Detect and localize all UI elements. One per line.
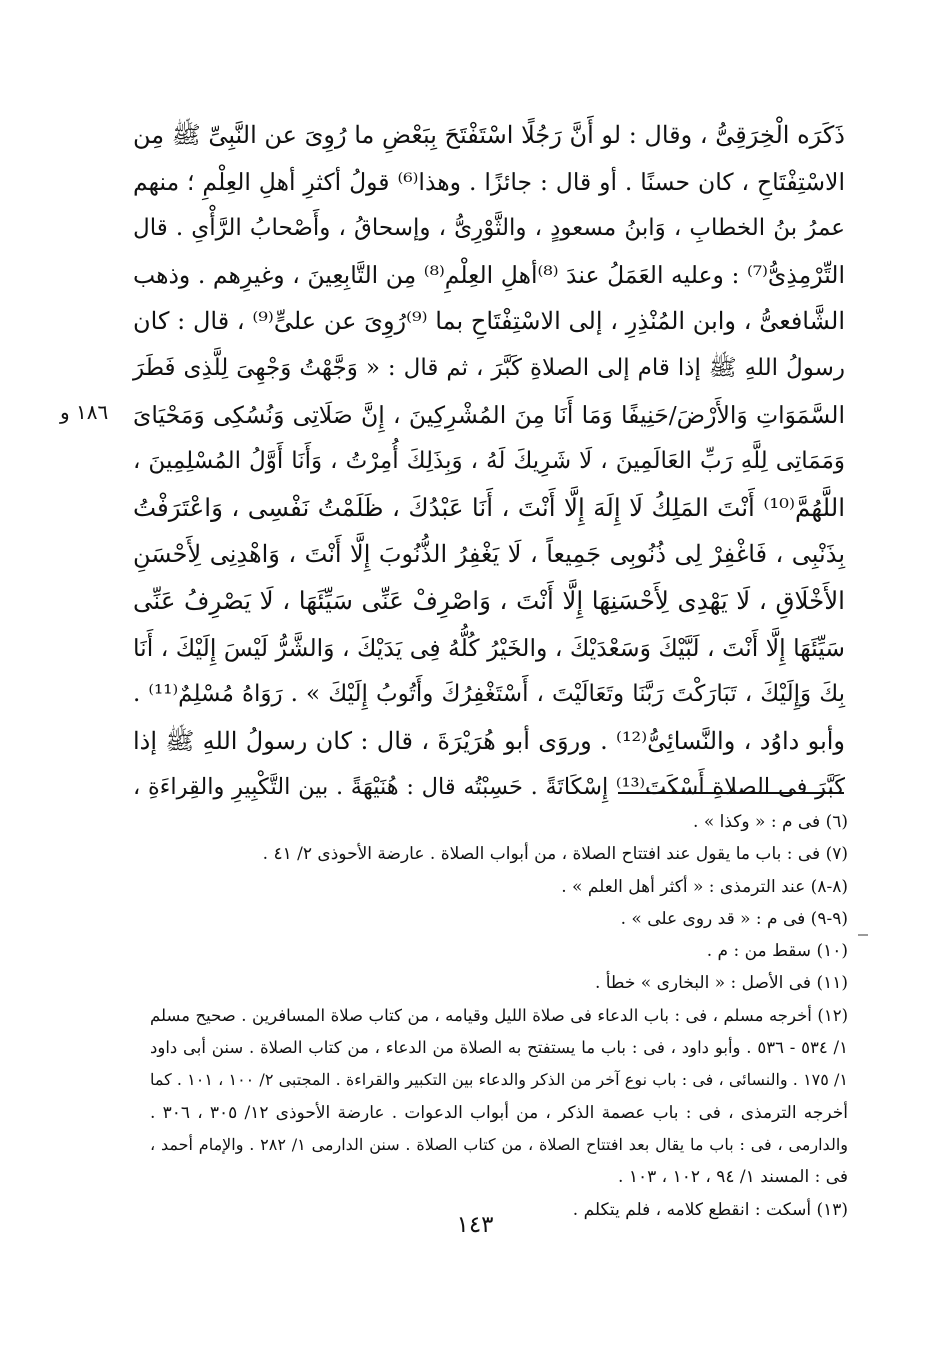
text-line: رسولُ اللهِ ﷺ إذا قام إلى الصلاةِ كَبَّرَ ، ثم قال : « وَجَّهْتُ وَجْهِىَ لِلَّذِى فَطَرَ bbox=[133, 354, 845, 381]
footnote-line: (٧) فى : باب ما يقول عند افتتاح الصلاة ، من أبواب الصلاة . عارضة الأحوذى ٢/ ٤١ . bbox=[262, 844, 848, 865]
text-line: الأَخْلَاقِ ، لَا يَهْدِى لِأَحْسَنِهَا إِلَّا أَنْتَ ، وَاصْرِفْ عَنِّى سَيِّئَهَا ، لَا يَصْرِفُ عَنِّى bbox=[133, 585, 845, 615]
main-text-block bbox=[133, 112, 845, 811]
footnote-line: والدارمى ، فى : باب ما يقال بعد افتتاح الصلاة ، من كتاب الصلاة . سنن الدارمى ١/ ٢٨٢ . والإمام أحمد ، bbox=[150, 1134, 848, 1154]
footnote-line: (١٠) سقط من : م . bbox=[706, 941, 848, 962]
text-line: بِكَ وَإِلَيْكَ ، تَبَارَكْتَ رَبَّنَا وتَعَالَيْتَ ، أَسْتَغْفِرُكَ وأَتُوبُ إِلَيْكَ » . رَوَاهُ مُسْلِمٌ⁽¹¹⁾ . bbox=[133, 681, 845, 708]
text-line: وأبو داوُد ، والنَّسائِىُّ⁽¹²⁾ . وروَى أبو هُرَيْرَةَ ، قال : كان رسولُ اللهِ ﷺ إذا bbox=[133, 726, 846, 755]
scan-speck bbox=[858, 934, 868, 936]
text-line: سَيِّئَهَا إِلَّا أَنْتَ ، لَبَّيْكَ وَسَعْدَيْكَ ، والخَيْرُ كُلُّهُ فِى يَدَيْكَ ، وَالشَّرُّ لَيْسَ إِلَيْكَ ، أَنَا bbox=[133, 633, 845, 662]
footnote-line: ١/ ١٧٥ . والنسائى ، فى : باب نوع آخر من الذكر والدعاء بين التكبير والقراءة . المجتبى ٢/ ١٠٠ ، ١٠١ . كما bbox=[150, 1070, 849, 1090]
footnote-line: (٩-٩) فى م : « قد روى على » . bbox=[620, 908, 848, 929]
text-line: ذَكَرَه الْخِرَقِىُّ ، وقال : لو أَنَّ رَجُلًا اسْتَفْتَحَ بِبَعْضِ ما رُوِىَ عن النَّبِىِّ ﷺ مِن bbox=[132, 121, 845, 149]
page-number: ١٤٣ bbox=[456, 1212, 494, 1238]
footnote-line: (١١) فى الأصل : « البخارى » خطأ . bbox=[594, 973, 848, 994]
text-line: بِذَنْبِى ، فَاغْفِرْ لِى ذُنُوبِى جَمِيعاً ، لَا يَغْفِرُ الذُّنُوبَ إِلَّا أَنْتَ ، وَاهْدِنِى لِأَحْسَنِ bbox=[133, 540, 845, 569]
footnotes-block bbox=[150, 806, 848, 1226]
text-line: الشَّافعىُّ ، وابن المُنْذِرِ ، إلى الاسْتِفْتَاحِ بما ⁽⁹⁾رُوِىَ عن علىٍّ⁽⁹⁾ ، قال : كان bbox=[133, 307, 845, 336]
text-line: الاسْتِفْتَاحِ ، كان حسنًا . أو قال : جائزًا . وهذا⁽⁶⁾ قولُ أكثرِ أهلِ العِلْمِ ؛ منهم bbox=[133, 167, 845, 196]
footnote-line: أخرجه الترمذى ، فى : باب عصمة الذكر ، من أبواب الدعوات . عارضة الأحوذى ١٢/ ٣٠٥ ، ٣٠٦ . bbox=[150, 1102, 848, 1123]
text-line: التِّرْمِذِىُّ⁽⁷⁾ : وعليه العَمَلُ عندَ ⁽⁸⁾أهلِ العِلْمِ⁽⁸⁾ مِن التَّابِعِينَ ، وغيرِهم . وذهب bbox=[133, 260, 845, 289]
footnote-line: فى : المسند ١/ ٩٤ ، ١٠٢ ، ١٠٣ . bbox=[618, 1167, 848, 1188]
footnote-line: (١٣) أسكت : انقطع كلامه ، فلم يتكلم . bbox=[572, 1199, 848, 1220]
text-line: عمرُ بنُ الخطابِ ، وَابنُ مسعودٍ ، والثَّوْرِىُّ ، وإسحاقُ ، وأَصْحابُ الرَّأْىِ . قال bbox=[133, 215, 845, 242]
footnote-line: (٨-٨) عند الترمذى : « أكثر أهل العلم » . bbox=[561, 876, 848, 897]
text-line: كَبَّرَ فى الصلاةِ أَسْكَتَ⁽¹³⁾ إِسْكَاتَةً . حَسِبْتُه قال : هُنَيْهَةً . بين التَّكْبِيرِ والقِراءَةِ ، bbox=[133, 774, 845, 801]
text-line: اللَّهُمَّ⁽¹⁰⁾ أَنْتَ المَلِكُ لَا إِلَهَ إِلَّا أَنْتَ ، أَنَا عَبْدُكَ ، ظَلَمْتُ نَفْسِى ، وَاعْتَرَفْتُ bbox=[133, 492, 845, 522]
footnote-divider bbox=[618, 792, 844, 794]
footnote-line: (٦) فى م : « وكذا » . bbox=[693, 812, 848, 832]
manuscript-folio-note: ١٨٦ و bbox=[60, 400, 109, 424]
footnote-line: (١٢) أخرجه مسلم ، فى : باب الدعاء فى صلاة الليل وقيامه ، من كتاب صلاة المسافرين . صحيح مسلم bbox=[150, 1005, 848, 1025]
text-line: السَّمَوَاتِ وَالأَرْضَ/حَنِيفًا وَمَا أَنَا مِنَ المُشْرِكِينَ ، إِنَّ صَلَاتِى وَنُسُكِى وَمَحْيَاىَ bbox=[133, 400, 845, 429]
footnote-line: ١/ ٥٣٤ - ٥٣٦ . وأبو داود ، فى : باب ما يستفتح به الصلاة من الدعاء ، من كتاب الصلاة . سنن أبى داود bbox=[150, 1038, 848, 1058]
text-line: وَمَمَاتِى لِلَّهِ رَبِّ العَالَمِينَ ، لَا شَرِيكَ لَهُ ، وَبِذَلِكَ أُمِرْتُ ، وَأَنَا أَوَّلُ المُسْلِمِينَ ، bbox=[133, 448, 845, 475]
